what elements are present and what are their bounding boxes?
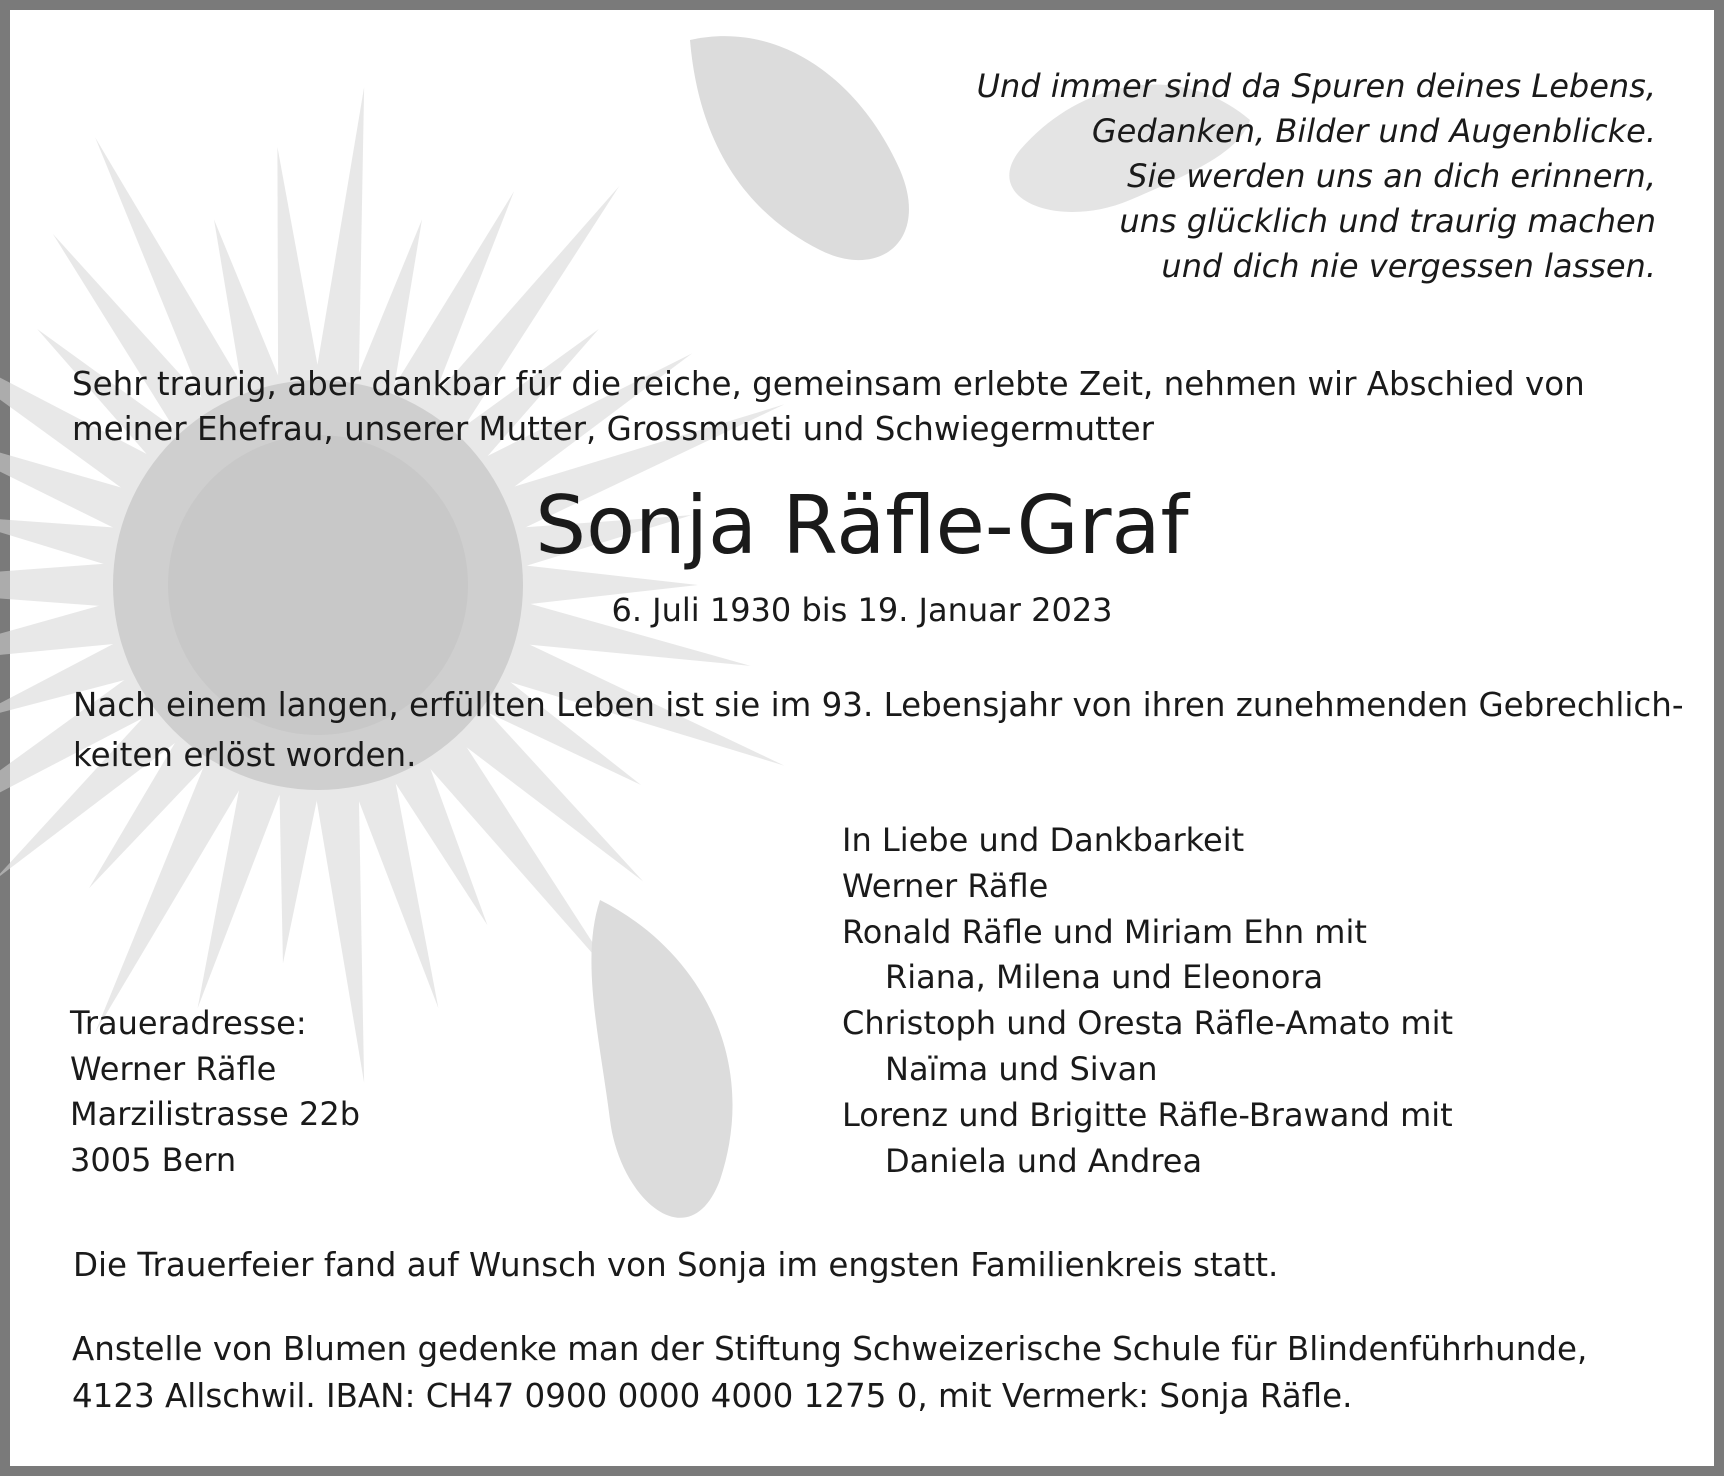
intro-text (72, 362, 1585, 452)
address-label: Traueradresse: (70, 1004, 307, 1042)
family-line: Ronald Räfle und Miriam Ehn mit (842, 912, 1367, 951)
address-city: 3005 Bern (70, 1140, 237, 1179)
deceased-name: Sonja Räfle-Graf (535, 479, 1189, 572)
flower-leaf-bottom (591, 900, 732, 1218)
life-dates: 6. Juli 1930 bis 19. Januar 2023 (611, 591, 1113, 629)
address-street: Marzilistrasse 22b (70, 1095, 361, 1133)
flower-leaf-top (690, 36, 909, 260)
family-line: Christoph und Oresta Räfle-Amato mit (842, 1004, 1454, 1043)
family-line: Riana, Milena und Eleonora (885, 958, 1324, 997)
life-text (73, 680, 1684, 780)
life-line: keiten erlöst worden. (73, 736, 417, 774)
family-line: Daniela und Andrea (885, 1141, 1203, 1180)
mourning-family (842, 818, 1453, 1184)
life-line: Nach einem langen, erfüllten Leben ist sie im 93. Lebensjahr von ihren zunehmenden Gebrechlich- (73, 686, 1684, 724)
memorial-quote (977, 64, 1656, 289)
quote-line: Sie werden uns an dich erinnern, (1127, 157, 1656, 195)
donation-line: Anstelle von Blumen gedenke man der Stiftung Schweizerische Schule für Blindenführhunde, (72, 1330, 1588, 1368)
family-line: Lorenz und Brigitte Räfle-Brawand mit (842, 1095, 1453, 1134)
quote-line: Und immer sind da Spuren deines Lebens, (976, 67, 1656, 105)
intro-line: Sehr traurig, aber dankbar für die reiche, gemeinsam erlebte Zeit, nehmen wir Abschied von (72, 365, 1585, 403)
family-line: In Liebe und Dankbarkeit (842, 821, 1245, 859)
quote-line: und dich nie vergessen lassen. (1161, 247, 1656, 285)
donation-line: 4123 Allschwil. IBAN: CH47 0900 0000 4000 1275 0, mit Vermerk: Sonja Räfle. (72, 1377, 1353, 1415)
ceremony-note: Die Trauerfeier fand auf Wunsch von Sonja im engsten Familienkreis statt. (73, 1246, 1279, 1284)
address-name: Werner Räfle (70, 1049, 277, 1088)
mourning-address (70, 1001, 360, 1183)
quote-line: uns glücklich und traurig machen (1119, 202, 1656, 240)
family-line: Naïma und Sivan (885, 1049, 1158, 1088)
family-line: Werner Räfle (842, 866, 1049, 905)
donation-note (72, 1326, 1587, 1420)
quote-line: Gedanken, Bilder und Augenblicke. (1091, 112, 1656, 150)
intro-line: meiner Ehefrau, unserer Mutter, Grossmueti und Schwiegermutter (72, 410, 1154, 448)
